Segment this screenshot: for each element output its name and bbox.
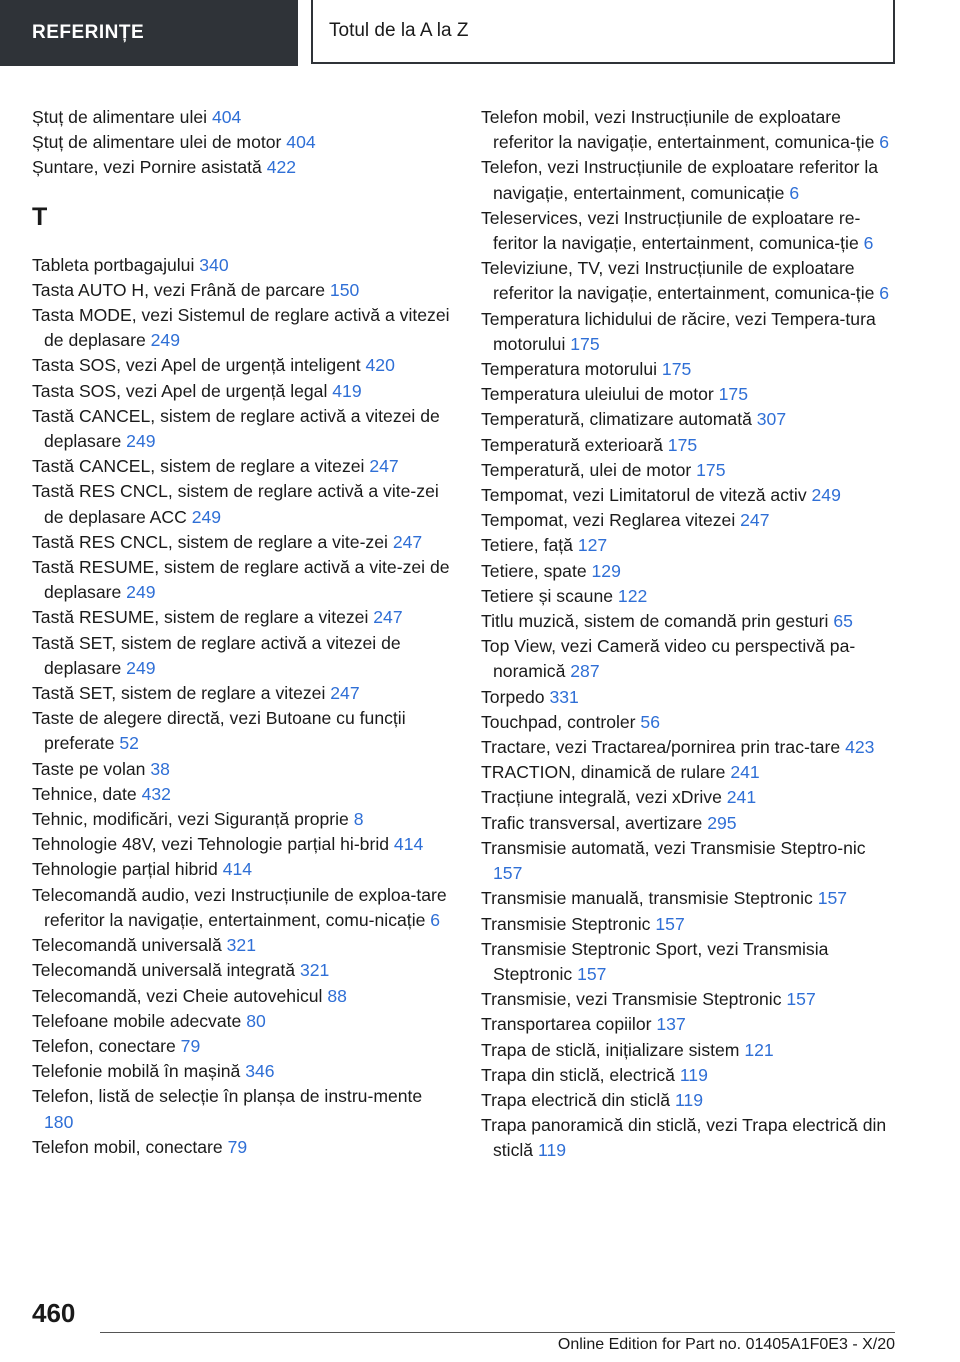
index-entry bbox=[481, 357, 896, 382]
index-entry-text: Tastă RESUME, sistem de reglare a vitezei bbox=[32, 607, 369, 628]
index-entry-text: Temperatura lichidului de răcire, vezi Tempera‐tura motorului bbox=[481, 308, 876, 354]
index-entry bbox=[32, 883, 450, 933]
index-entry bbox=[32, 404, 450, 454]
index-entry bbox=[32, 454, 450, 479]
index-entry bbox=[32, 958, 450, 983]
index-entry-text: Telefon, vezi Instrucțiunile de exploatare referitor la navigație, entertainment, comunicație bbox=[481, 157, 879, 203]
page-reference-link[interactable]: 249 bbox=[150, 330, 180, 351]
index-entry-text: Taste pe volan bbox=[32, 758, 146, 779]
page-reference-link[interactable]: 175 bbox=[667, 434, 698, 455]
page-reference-link[interactable]: 119 bbox=[674, 1089, 703, 1110]
index-entry bbox=[481, 1088, 896, 1113]
index-entry bbox=[32, 303, 450, 353]
index-entry-text: Tasta SOS, vezi Apel de urgență legal bbox=[32, 380, 328, 401]
page-reference-link[interactable]: 119 bbox=[537, 1140, 567, 1161]
page-number: 460 bbox=[32, 1298, 76, 1328]
index-entry-text: Titlu muzică, sistem de comandă prin gesturi bbox=[481, 611, 829, 632]
page-reference-link[interactable]: 137 bbox=[656, 1014, 686, 1035]
index-entry bbox=[32, 379, 450, 404]
index-entry-text: Tetiere și scaune bbox=[481, 585, 614, 606]
index-entry bbox=[481, 785, 896, 810]
index-entry-text: Telecomandă, vezi Cheie autovehicul bbox=[32, 985, 323, 1006]
page-reference-link[interactable]: 249 bbox=[126, 657, 156, 678]
page-reference-link[interactable]: 321 bbox=[226, 935, 256, 956]
index-entry bbox=[32, 631, 450, 681]
page-reference-link[interactable]: 88 bbox=[327, 985, 347, 1006]
index-column-left bbox=[32, 105, 450, 1160]
page-reference-link[interactable]: 247 bbox=[740, 510, 770, 531]
index-entry bbox=[481, 155, 896, 205]
index-entry bbox=[481, 533, 896, 558]
index-entry bbox=[481, 433, 896, 458]
index-entry-text: Televiziune, TV, vezi Instrucțiunile de exploatare referitor la navigație, entertainment, comunica‐ție bbox=[481, 258, 875, 304]
index-entry bbox=[481, 1063, 896, 1088]
index-entry bbox=[32, 857, 450, 882]
index-entry bbox=[32, 1084, 450, 1134]
index-entry bbox=[32, 807, 450, 832]
index-entry-text: Transmisie Steptronic Sport, vezi Transmisia Steptronic bbox=[481, 938, 829, 984]
index-entry bbox=[481, 1038, 896, 1063]
index-entry bbox=[32, 278, 450, 303]
page-reference-link[interactable]: 295 bbox=[707, 812, 737, 833]
index-letter-heading: T bbox=[32, 202, 48, 231]
index-entry bbox=[481, 483, 896, 508]
index-entry-text: Torpedo bbox=[481, 686, 545, 707]
index-entry-text: Temperatura motorului bbox=[481, 359, 658, 380]
index-entry-text: Telecomandă universală bbox=[32, 935, 222, 956]
index-entry-text: Tetiere, față bbox=[481, 535, 573, 556]
index-entry bbox=[32, 706, 450, 756]
index-entry bbox=[32, 353, 450, 378]
page-reference-link[interactable]: 127 bbox=[577, 535, 608, 556]
index-group-after bbox=[32, 253, 450, 1160]
page-reference-link[interactable]: 157 bbox=[493, 863, 523, 884]
page-reference-link[interactable]: 175 bbox=[696, 459, 726, 480]
index-entry bbox=[32, 933, 450, 958]
index-entry-text: Trapa electrică din sticlă bbox=[481, 1089, 671, 1110]
page-reference-link[interactable]: 249 bbox=[191, 506, 222, 527]
page-reference-link[interactable]: 157 bbox=[786, 989, 816, 1010]
index-entry-text: Tractare, vezi Tractarea/pornirea prin trac‐tare bbox=[481, 737, 841, 758]
page-reference-link[interactable]: 121 bbox=[744, 1039, 774, 1060]
index-entry-text: Transmisie Steptronic bbox=[481, 913, 651, 934]
page-reference-link[interactable]: 6 bbox=[879, 283, 890, 304]
index-entry-text: Tastă RESUME, sistem de reglare activă a vite‐zei de deplasare bbox=[32, 557, 450, 603]
page-reference-link[interactable]: 420 bbox=[365, 355, 395, 376]
page-reference-link[interactable]: 6 bbox=[863, 233, 874, 254]
page-reference-link[interactable]: 6 bbox=[879, 132, 890, 153]
index-entry-text: Tempomat, vezi Limitatorul de viteză activ bbox=[481, 485, 807, 506]
index-entry bbox=[481, 508, 896, 533]
chapter-title: Totul de la A la Z bbox=[311, 0, 895, 64]
index-entry-text: Trapa din sticlă, electrică bbox=[481, 1064, 675, 1085]
index-entry bbox=[481, 760, 896, 785]
page-reference-link[interactable]: 247 bbox=[392, 531, 423, 552]
page-reference-link[interactable]: 6 bbox=[430, 909, 441, 930]
page-reference-link[interactable]: 65 bbox=[833, 611, 853, 632]
index-entry-text: Tehnologie parțial hibrid bbox=[32, 859, 218, 880]
index-entry-text: Tastă CANCEL, sistem de reglare a vitezei bbox=[32, 456, 365, 477]
page-reference-link[interactable]: 80 bbox=[246, 1010, 266, 1031]
index-entry-text: Tasta AUTO H, vezi Frână de parcare bbox=[32, 279, 326, 300]
index-entry-text: Transmisie, vezi Transmisie Steptronic bbox=[481, 989, 782, 1010]
index-entry-text: Transportarea copiilor bbox=[481, 1014, 652, 1035]
index-entry bbox=[32, 155, 450, 180]
page-reference-link[interactable]: 331 bbox=[549, 686, 579, 707]
index-entry-text: Tableta portbagajului bbox=[32, 254, 195, 275]
index-entry-text: Temperatură, ulei de motor bbox=[481, 459, 692, 480]
index-entry-text: Telefon, conectare bbox=[32, 1035, 176, 1056]
page-reference-link[interactable]: 56 bbox=[640, 711, 660, 732]
index-entry-text: TRACTION, dinamică de rulare bbox=[481, 762, 726, 783]
page-reference-link[interactable]: 241 bbox=[730, 762, 760, 783]
index-entry-text: Tastă RES CNCL, sistem de reglare activă a vite‐zei de deplasare ACC bbox=[32, 481, 439, 527]
page-reference-link[interactable]: 157 bbox=[655, 913, 685, 934]
footer-divider bbox=[100, 1332, 895, 1333]
index-entry bbox=[32, 479, 450, 529]
index-group-before bbox=[32, 105, 450, 181]
index-entry-text: Transmisie automată, vezi Transmisie Steptro‐nic bbox=[481, 837, 866, 858]
index-entry bbox=[32, 984, 450, 1009]
index-entry bbox=[481, 206, 896, 256]
index-entry bbox=[32, 530, 450, 555]
index-entry bbox=[481, 886, 896, 911]
index-entry bbox=[481, 458, 896, 483]
index-entry bbox=[481, 307, 896, 357]
page-reference-link[interactable]: 79 bbox=[227, 1136, 248, 1157]
index-entry-text: Tehnic, modificări, vezi Siguranță proprie bbox=[32, 809, 349, 830]
index-entry bbox=[32, 555, 450, 605]
page-reference-link[interactable]: 247 bbox=[373, 607, 403, 628]
index-entry-text: Tracțiune integrală, vezi xDrive bbox=[481, 787, 722, 808]
index-entry bbox=[32, 1059, 450, 1084]
index-group-right bbox=[481, 105, 896, 1164]
page-reference-link[interactable]: 150 bbox=[329, 279, 360, 300]
page-reference-link[interactable]: 423 bbox=[845, 737, 875, 758]
index-entry-text: Ștuț de alimentare ulei de motor bbox=[32, 132, 282, 153]
page-reference-link[interactable]: 340 bbox=[199, 254, 229, 275]
index-entry-text: Tastă SET, sistem de reglare a vitezei bbox=[32, 683, 326, 704]
page-reference-link[interactable]: 404 bbox=[211, 107, 242, 127]
index-entry bbox=[481, 912, 896, 937]
page-reference-link[interactable]: 249 bbox=[811, 485, 841, 506]
page-reference-link[interactable]: 52 bbox=[119, 733, 139, 754]
index-entry-text: Șuntare, vezi Pornire asistată bbox=[32, 157, 262, 178]
index-entry-text: Taste de alegere directă, vezi Butoane cu funcții preferate bbox=[32, 708, 406, 754]
page-reference-link[interactable]: 122 bbox=[617, 585, 648, 606]
page-reference-link[interactable]: 249 bbox=[126, 582, 156, 603]
page-reference-link[interactable]: 307 bbox=[756, 409, 787, 430]
page-reference-link[interactable]: 79 bbox=[180, 1035, 201, 1056]
index-entry-text: Telefon, listă de selecție în planșa de instru‐mente bbox=[32, 1086, 423, 1107]
index-entry bbox=[481, 559, 896, 584]
index-entry-text: Telefoane mobile adecvate bbox=[32, 1010, 242, 1031]
index-entry-text: Top View, vezi Cameră video cu perspectivă pa‐noramică bbox=[481, 636, 856, 682]
index-entry bbox=[481, 407, 896, 432]
index-entry bbox=[481, 811, 896, 836]
index-entry bbox=[32, 757, 450, 782]
page-reference-link[interactable]: 6 bbox=[789, 182, 800, 203]
index-entry-text: Tastă SET, sistem de reglare activă a vitezei de deplasare bbox=[32, 632, 401, 678]
page-reference-link[interactable]: 414 bbox=[222, 859, 253, 880]
index-entry-text: Tempomat, vezi Reglarea vitezei bbox=[481, 510, 736, 531]
page-reference-link[interactable]: 247 bbox=[330, 683, 360, 704]
page-reference-link[interactable]: 247 bbox=[369, 456, 399, 477]
index-entry bbox=[32, 253, 450, 278]
index-entry-text: Trapa de sticlă, inițializare sistem bbox=[481, 1039, 740, 1060]
index-entry-text: Transmisie manuală, transmisie Steptronic bbox=[481, 888, 813, 909]
index-entry bbox=[481, 105, 896, 155]
index-column-right bbox=[481, 105, 896, 1164]
page-reference-link[interactable]: 287 bbox=[570, 661, 600, 682]
page-reference-link[interactable]: 175 bbox=[570, 333, 600, 354]
footer-edition: Online Edition for Part no. 01405A1F0E3 - X/20 bbox=[557, 1336, 895, 1353]
index-entry-text: Tastă RES CNCL, sistem de reglare a vite‐zei bbox=[32, 531, 388, 552]
index-entry bbox=[481, 382, 896, 407]
index-entry bbox=[481, 836, 896, 886]
index-entry-text: Trapa panoramică din sticlă, vezi Trapa electrică din sticlă bbox=[481, 1115, 887, 1161]
index-entry-text: Temperatura uleiului de motor bbox=[481, 384, 714, 405]
index-entry-text: Tastă CANCEL, sistem de reglare activă a vitezei de deplasare bbox=[32, 405, 440, 452]
index-entry-text: Temperatură exterioară bbox=[481, 434, 663, 455]
page-reference-link[interactable]: 346 bbox=[245, 1061, 275, 1082]
page-reference-link[interactable]: 180 bbox=[44, 1111, 74, 1132]
index-entry-text: Touchpad, controler bbox=[481, 711, 636, 732]
page-reference-link[interactable]: 8 bbox=[353, 809, 364, 830]
page-reference-link[interactable]: 414 bbox=[393, 834, 424, 855]
page-reference-link[interactable]: 404 bbox=[286, 132, 316, 153]
index-entry bbox=[481, 710, 896, 735]
page-reference-link[interactable]: 157 bbox=[817, 888, 848, 909]
index-entry-text: Tetiere, spate bbox=[481, 560, 587, 581]
index-entry bbox=[32, 681, 450, 706]
index-entry bbox=[481, 634, 896, 684]
index-entry bbox=[32, 605, 450, 630]
page-reference-link[interactable]: 157 bbox=[577, 963, 607, 984]
index-entry-text: Telecomandă universală integrată bbox=[32, 960, 296, 981]
index-entry bbox=[481, 1113, 896, 1163]
index-entry bbox=[481, 584, 896, 609]
index-entry bbox=[32, 1034, 450, 1059]
index-entry bbox=[32, 782, 450, 807]
page-header bbox=[0, 0, 960, 66]
page-reference-link[interactable]: 175 bbox=[718, 384, 748, 405]
index-entry-text: Telecomandă audio, vezi Instrucțiunile de exploa‐tare referitor la navigație, entertainment, comu‐nicație bbox=[32, 884, 447, 930]
page-reference-link[interactable]: 422 bbox=[266, 157, 297, 178]
index-entry bbox=[481, 937, 896, 987]
index-entry bbox=[32, 1135, 450, 1160]
index-entry-text: Trafic transversal, avertizare bbox=[481, 812, 703, 833]
index-entry-text: Tehnologie 48V, vezi Tehnologie parțial hi‐brid bbox=[32, 834, 390, 855]
index-entry-text: Tasta SOS, vezi Apel de urgență inteligent bbox=[32, 355, 361, 376]
index-entry bbox=[32, 105, 450, 130]
index-entry bbox=[32, 832, 450, 857]
page-reference-link[interactable]: 175 bbox=[661, 359, 692, 380]
page-reference-link[interactable]: 249 bbox=[126, 431, 156, 452]
index-entry bbox=[481, 685, 896, 710]
index-entry bbox=[481, 609, 896, 634]
section-title: REFERINȚE bbox=[0, 0, 298, 66]
page-reference-link[interactable]: 38 bbox=[150, 758, 170, 779]
index-entry-text: Ștuț de alimentare ulei bbox=[32, 107, 208, 127]
index-entry-text: Telefon mobil, vezi Instrucțiunile de exploatare referitor la navigație, entertainment, comunica‐ție bbox=[481, 107, 875, 153]
index-entry bbox=[32, 1009, 450, 1034]
page-reference-link[interactable]: 419 bbox=[332, 380, 362, 401]
index-entry-text: Teleservices, vezi Instrucțiunile de exploatare re‐feritor la navigație, entertainment, comunica‐ție bbox=[481, 207, 861, 254]
index-entry-text: Tasta MODE, vezi Sistemul de reglare activă a vitezei de deplasare bbox=[32, 305, 450, 351]
index-entry-text: Telefonie mobilă în mașină bbox=[32, 1061, 241, 1082]
index-entry-text: Temperatură, climatizare automată bbox=[481, 409, 752, 430]
page-reference-link[interactable]: 241 bbox=[726, 787, 757, 808]
page-reference-link[interactable]: 129 bbox=[591, 560, 621, 581]
index-entry bbox=[481, 987, 896, 1012]
index-entry bbox=[481, 735, 896, 760]
index-entry bbox=[481, 256, 896, 306]
index-entry bbox=[32, 130, 450, 155]
page-reference-link[interactable]: 119 bbox=[679, 1064, 708, 1085]
page-reference-link[interactable]: 432 bbox=[141, 783, 171, 804]
page-reference-link[interactable]: 321 bbox=[299, 960, 330, 981]
index-entry-text: Tehnice, date bbox=[32, 783, 137, 804]
index-entry-text: Telefon mobil, conectare bbox=[32, 1136, 223, 1157]
index-entry bbox=[481, 1012, 896, 1037]
